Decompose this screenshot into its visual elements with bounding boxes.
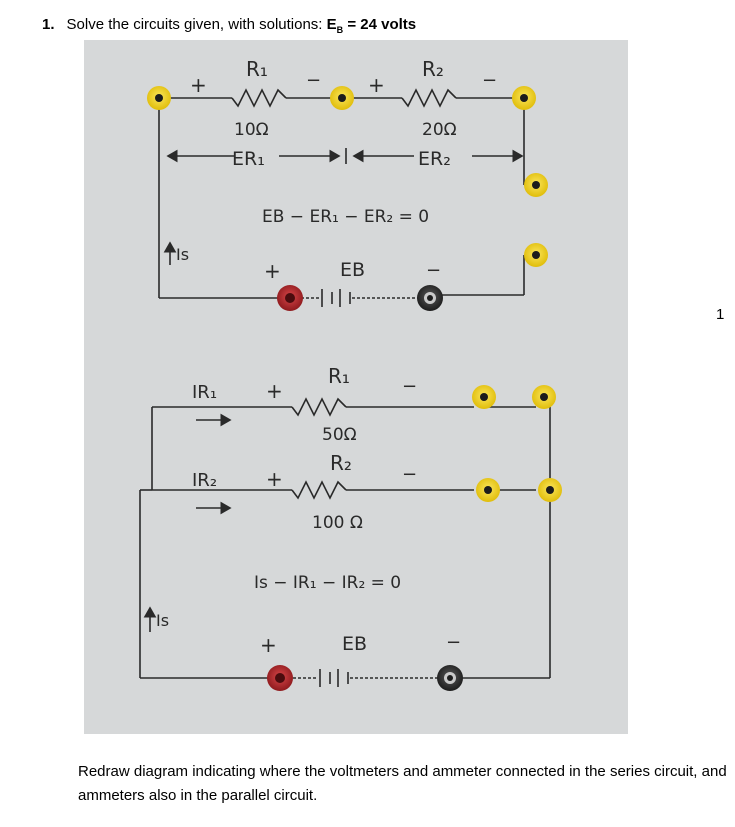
parallel-r1-value: 50Ω [322, 425, 357, 445]
instruction-caption: Redraw diagram indicating where the voltmeters and ammeter connected in the series circuit, and ammeters also in the parallel circuit. [78, 763, 727, 804]
eb-label: $E_B = 24$ volts [326, 16, 417, 35]
page-number: 1 [716, 306, 725, 323]
question-text: Solve the circuits given, with solutions: [66, 16, 323, 33]
series-r1-value: 10Ω [234, 120, 269, 140]
series-is-label: Is [176, 245, 190, 264]
question-header [42, 14, 416, 41]
series-source-label: EB [340, 259, 366, 281]
series-er2-label: ER₂ [418, 148, 451, 170]
question-number: 1. [42, 16, 55, 33]
parallel-is-label: Is [156, 611, 170, 630]
series-plus-r2: + [368, 73, 385, 97]
circuit-photo [84, 40, 628, 734]
series-minus-r2: − [482, 70, 498, 91]
parallel-ir1-label: IR₁ [192, 382, 218, 403]
circuit-diagram [84, 40, 628, 734]
series-plus-r1: + [190, 73, 207, 97]
parallel-equation: Is − IR₁ − IR₂ = 0 [254, 573, 402, 593]
parallel-source-plus: + [260, 633, 277, 657]
series-r1-label: R₁ [246, 57, 268, 81]
series-source-plus: + [264, 259, 281, 283]
series-equation: EB − ER₁ − ER₂ = 0 [262, 207, 430, 227]
parallel-r2-label: R₂ [330, 451, 352, 475]
parallel-source-label: EB [342, 633, 368, 655]
parallel-plus-r1: + [266, 379, 283, 403]
parallel-plus-r2: + [266, 467, 283, 491]
series-source-minus: − [426, 260, 442, 281]
series-r2-value: 20Ω [422, 120, 457, 140]
parallel-r2-value: 100 Ω [312, 513, 363, 533]
parallel-source-minus: − [446, 632, 462, 653]
series-r2-label: R₂ [422, 57, 444, 81]
parallel-ir2-label: IR₂ [192, 470, 218, 491]
parallel-r1-label: R₁ [328, 364, 350, 388]
parallel-minus-r2: − [402, 464, 418, 485]
series-er1-label: ER₁ [232, 148, 265, 170]
parallel-minus-r1: − [402, 376, 418, 397]
series-minus-r1: − [306, 70, 322, 91]
